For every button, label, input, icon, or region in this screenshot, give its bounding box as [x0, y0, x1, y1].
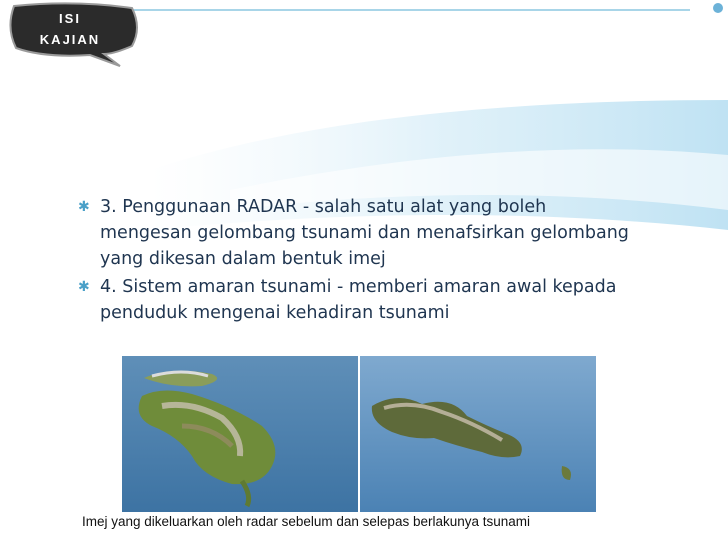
bullet-text: 4. Sistem amaran tsunami - memberi amaran awal kepada penduduk mengenai kehadiran tsunami — [100, 277, 617, 323]
bullet-item-radar — [78, 194, 638, 272]
header-rule — [130, 0, 728, 14]
radar-image-before — [122, 356, 358, 512]
bullet-list — [78, 194, 638, 328]
radar-image-after — [360, 356, 596, 512]
image-caption: Imej yang dikeluarkan oleh radar sebelum dan selepas berlakunya tsunami — [82, 514, 531, 529]
radar-images — [122, 356, 596, 512]
bullet-star-icon: ✱ — [78, 279, 90, 295]
badge-line-2: KAJIAN — [39, 32, 101, 47]
section-badge — [4, 2, 144, 68]
bullet-star-icon: ✱ — [78, 199, 90, 215]
badge-line-1: ISI — [59, 11, 81, 26]
bullet-text: 3. Penggunaan RADAR - salah satu alat yang boleh mengesan gelombang tsunami dan menafsirkan gelombang yang dikesan dalam bentuk imej — [100, 197, 629, 269]
bullet-item-warning-system — [78, 274, 638, 326]
